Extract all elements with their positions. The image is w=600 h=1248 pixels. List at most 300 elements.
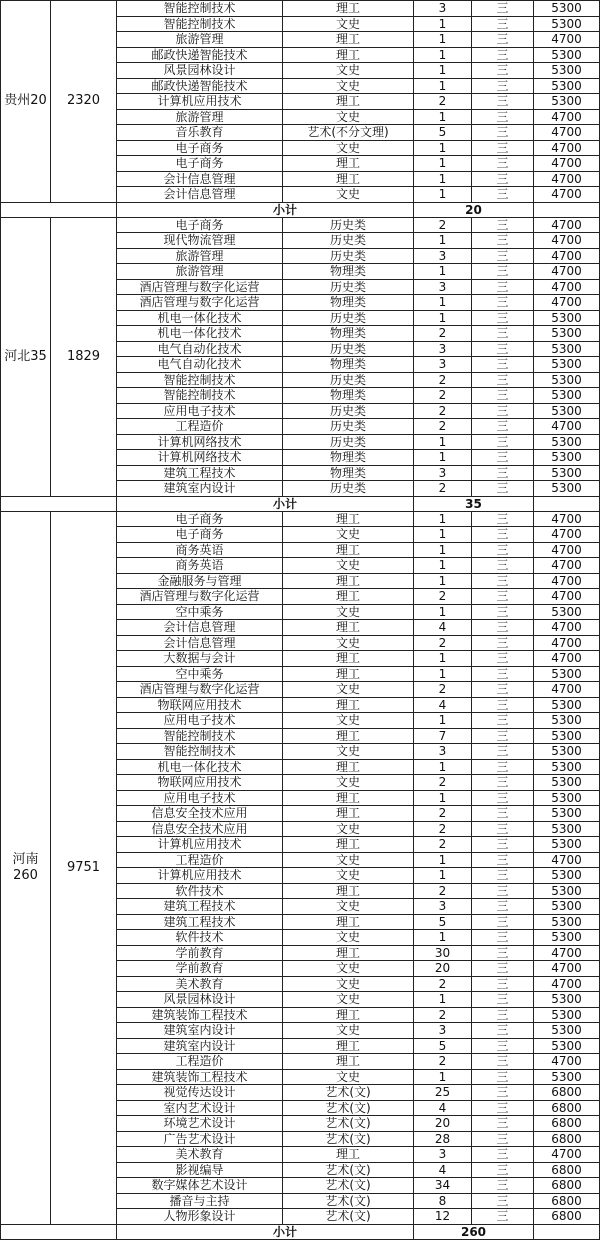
major-cell: 现代物流管理 (117, 233, 283, 249)
tuition-cell: 5300 (534, 666, 600, 682)
category-cell: 物理类 (283, 357, 414, 373)
quota-cell: 1 (414, 78, 472, 94)
category-cell: 历史类 (283, 403, 414, 419)
tuition-cell: 4700 (534, 945, 600, 961)
quota-cell: 1 (414, 930, 472, 946)
quota-cell: 1 (414, 187, 472, 203)
subtotal-label: 小计 (117, 202, 414, 217)
major-cell: 建筑工程技术 (117, 465, 283, 481)
tuition-cell: 6800 (534, 1178, 600, 1194)
category-cell: 理工 (283, 511, 414, 527)
category-cell: 理工 (283, 697, 414, 713)
subtotal-blank (1, 202, 117, 217)
quota-cell: 2 (414, 94, 472, 110)
major-cell: 应用电子技术 (117, 713, 283, 729)
level-cell: 三 (472, 1131, 534, 1147)
major-cell: 机电一体化技术 (117, 310, 283, 326)
quota-cell: 2 (414, 403, 472, 419)
quota-cell: 1 (414, 47, 472, 63)
quota-cell: 3 (414, 357, 472, 373)
category-cell: 历史类 (283, 434, 414, 450)
major-cell: 建筑室内设计 (117, 1023, 283, 1039)
quota-cell: 2 (414, 635, 472, 651)
level-cell: 三 (472, 1162, 534, 1178)
level-cell: 三 (472, 1007, 534, 1023)
major-cell: 会计信息管理 (117, 187, 283, 203)
major-cell: 旅游管理 (117, 248, 283, 264)
level-cell: 三 (472, 450, 534, 466)
tuition-cell: 6800 (534, 1131, 600, 1147)
category-cell: 理工 (283, 1147, 414, 1163)
level-cell: 三 (472, 47, 534, 63)
quota-cell: 2 (414, 388, 472, 404)
level-cell: 三 (472, 697, 534, 713)
province-cell: 河南 260 (1, 511, 51, 1224)
major-cell: 信息安全技术应用 (117, 806, 283, 822)
quota-cell: 2 (414, 481, 472, 497)
major-cell: 金融服务与管理 (117, 573, 283, 589)
tuition-cell: 6800 (534, 1085, 600, 1101)
major-cell: 建筑装饰工程技术 (117, 1007, 283, 1023)
tuition-cell: 4700 (534, 620, 600, 636)
quota-cell: 34 (414, 1178, 472, 1194)
major-cell: 电气自动化技术 (117, 341, 283, 357)
category-cell: 理工 (283, 759, 414, 775)
level-cell: 三 (472, 248, 534, 264)
quota-cell: 1 (414, 666, 472, 682)
quota-cell: 2 (414, 837, 472, 853)
category-cell: 文史 (283, 868, 414, 884)
tuition-cell: 4700 (534, 217, 600, 233)
quota-cell: 2 (414, 883, 472, 899)
quota-cell: 1 (414, 32, 472, 48)
tuition-cell: 4700 (534, 248, 600, 264)
subtotal-row (1, 1224, 600, 1239)
level-cell: 三 (472, 341, 534, 357)
subtotal-blank (1, 496, 117, 511)
tuition-cell: 4700 (534, 125, 600, 141)
category-cell: 文史 (283, 899, 414, 915)
category-cell: 理工 (283, 620, 414, 636)
category-cell: 理工 (283, 728, 414, 744)
count-cell: 2320 (51, 1, 117, 203)
category-cell: 文史 (283, 78, 414, 94)
quota-cell: 1 (414, 558, 472, 574)
level-cell: 三 (472, 542, 534, 558)
tuition-cell: 4700 (534, 156, 600, 172)
quota-cell: 2 (414, 821, 472, 837)
tuition-cell: 4700 (534, 419, 600, 435)
tuition-cell: 5300 (534, 930, 600, 946)
category-cell: 理工 (283, 156, 414, 172)
tuition-cell: 5300 (534, 78, 600, 94)
level-cell: 三 (472, 465, 534, 481)
quota-cell: 2 (414, 372, 472, 388)
level-cell: 三 (472, 852, 534, 868)
quota-cell: 3 (414, 1023, 472, 1039)
major-cell: 空中乘务 (117, 666, 283, 682)
category-cell: 文史 (283, 775, 414, 791)
subtotal-value: 20 (414, 202, 534, 217)
category-cell: 文史 (283, 930, 414, 946)
category-cell: 艺术(文) (283, 1178, 414, 1194)
level-cell: 三 (472, 357, 534, 373)
quota-cell: 4 (414, 1162, 472, 1178)
quota-cell: 1 (414, 992, 472, 1008)
level-cell: 三 (472, 821, 534, 837)
major-cell: 酒店管理与数字化运营 (117, 295, 283, 311)
category-cell: 艺术(文) (283, 1162, 414, 1178)
major-cell: 应用电子技术 (117, 790, 283, 806)
quota-cell: 3 (414, 1, 472, 17)
category-cell: 历史类 (283, 419, 414, 435)
category-cell: 艺术(文) (283, 1193, 414, 1209)
tuition-cell: 5300 (534, 806, 600, 822)
major-cell: 智能控制技术 (117, 16, 283, 32)
level-cell: 三 (472, 403, 534, 419)
major-cell: 电子商务 (117, 217, 283, 233)
category-cell: 文史 (283, 744, 414, 760)
tuition-cell: 4700 (534, 1147, 600, 1163)
level-cell: 三 (472, 527, 534, 543)
level-cell: 三 (472, 94, 534, 110)
tuition-cell: 5300 (534, 326, 600, 342)
level-cell: 三 (472, 759, 534, 775)
category-cell: 艺术(文) (283, 1100, 414, 1116)
tuition-cell: 5300 (534, 357, 600, 373)
quota-cell: 1 (414, 63, 472, 79)
major-cell: 智能控制技术 (117, 744, 283, 760)
quota-cell: 30 (414, 945, 472, 961)
tuition-cell: 4700 (534, 233, 600, 249)
level-cell: 三 (472, 558, 534, 574)
quota-cell: 1 (414, 233, 472, 249)
category-cell: 物理类 (283, 295, 414, 311)
quota-cell: 1 (414, 852, 472, 868)
quota-cell: 1 (414, 604, 472, 620)
level-cell: 三 (472, 63, 534, 79)
quota-cell: 3 (414, 899, 472, 915)
quota-cell: 2 (414, 1007, 472, 1023)
quota-cell: 2 (414, 326, 472, 342)
tuition-cell: 5300 (534, 837, 600, 853)
level-cell: 三 (472, 713, 534, 729)
quota-cell: 1 (414, 450, 472, 466)
tuition-cell: 5300 (534, 403, 600, 419)
tuition-cell: 5300 (534, 883, 600, 899)
tuition-cell: 5300 (534, 744, 600, 760)
major-cell: 计算机应用技术 (117, 837, 283, 853)
level-cell: 三 (472, 806, 534, 822)
level-cell: 三 (472, 109, 534, 125)
major-cell: 音乐教育 (117, 125, 283, 141)
category-cell: 文史 (283, 187, 414, 203)
quota-cell: 1 (414, 651, 472, 667)
quota-cell: 5 (414, 125, 472, 141)
tuition-cell: 5300 (534, 16, 600, 32)
category-cell: 理工 (283, 94, 414, 110)
category-cell: 文史 (283, 16, 414, 32)
quota-cell: 1 (414, 542, 472, 558)
level-cell: 三 (472, 233, 534, 249)
tuition-cell: 4700 (534, 295, 600, 311)
level-cell: 三 (472, 1209, 534, 1225)
category-cell: 理工 (283, 1, 414, 17)
category-cell: 理工 (283, 837, 414, 853)
category-cell: 文史 (283, 961, 414, 977)
major-cell: 商务英语 (117, 558, 283, 574)
tuition-cell: 4700 (534, 542, 600, 558)
quota-cell: 1 (414, 1069, 472, 1085)
quota-cell: 1 (414, 140, 472, 156)
major-cell: 电子商务 (117, 140, 283, 156)
quota-cell: 5 (414, 914, 472, 930)
major-cell: 大数据与会计 (117, 651, 283, 667)
major-cell: 建筑装饰工程技术 (117, 1069, 283, 1085)
category-cell: 理工 (283, 32, 414, 48)
level-cell: 三 (472, 682, 534, 698)
major-cell: 软件技术 (117, 883, 283, 899)
major-cell: 旅游管理 (117, 264, 283, 280)
major-cell: 电子商务 (117, 511, 283, 527)
major-cell: 学前教育 (117, 961, 283, 977)
quota-cell: 2 (414, 217, 472, 233)
major-cell: 建筑工程技术 (117, 914, 283, 930)
level-cell: 三 (472, 635, 534, 651)
count-cell: 9751 (51, 511, 117, 1224)
major-cell: 美术教育 (117, 976, 283, 992)
tuition-cell: 5300 (534, 1023, 600, 1039)
tuition-cell: 5300 (534, 775, 600, 791)
tuition-cell: 4700 (534, 682, 600, 698)
category-cell: 物理类 (283, 450, 414, 466)
major-cell: 建筑室内设计 (117, 481, 283, 497)
tuition-cell: 5300 (534, 310, 600, 326)
level-cell: 三 (472, 156, 534, 172)
level-cell: 三 (472, 651, 534, 667)
level-cell: 三 (472, 140, 534, 156)
level-cell: 三 (472, 1100, 534, 1116)
category-cell: 文史 (283, 635, 414, 651)
quota-cell: 1 (414, 16, 472, 32)
tuition-cell: 4700 (534, 264, 600, 280)
category-cell: 艺术(文) (283, 1131, 414, 1147)
category-cell: 艺术(文) (283, 1116, 414, 1132)
quota-cell: 3 (414, 465, 472, 481)
level-cell: 三 (472, 388, 534, 404)
major-cell: 会计信息管理 (117, 635, 283, 651)
category-cell: 文史 (283, 63, 414, 79)
tuition-cell: 4700 (534, 976, 600, 992)
category-cell: 理工 (283, 542, 414, 558)
category-cell: 文史 (283, 682, 414, 698)
level-cell: 三 (472, 187, 534, 203)
tuition-cell: 5300 (534, 604, 600, 620)
count-cell: 1829 (51, 217, 117, 496)
subtotal-blank (534, 1224, 600, 1239)
quota-cell: 2 (414, 1054, 472, 1070)
major-cell: 计算机网络技术 (117, 434, 283, 450)
category-cell: 历史类 (283, 233, 414, 249)
level-cell: 三 (472, 326, 534, 342)
level-cell: 三 (472, 434, 534, 450)
level-cell: 三 (472, 604, 534, 620)
level-cell: 三 (472, 372, 534, 388)
category-cell: 文史 (283, 852, 414, 868)
category-cell: 理工 (283, 806, 414, 822)
tuition-cell: 5300 (534, 868, 600, 884)
level-cell: 三 (472, 589, 534, 605)
tuition-cell: 4700 (534, 651, 600, 667)
tuition-cell: 5300 (534, 481, 600, 497)
subtotal-value: 260 (414, 1224, 534, 1239)
quota-cell: 1 (414, 310, 472, 326)
major-cell: 智能控制技术 (117, 372, 283, 388)
level-cell: 三 (472, 481, 534, 497)
major-cell: 酒店管理与数字化运营 (117, 682, 283, 698)
level-cell: 三 (472, 945, 534, 961)
level-cell: 三 (472, 32, 534, 48)
tuition-cell: 4700 (534, 279, 600, 295)
quota-cell: 5 (414, 1038, 472, 1054)
level-cell: 三 (472, 837, 534, 853)
subtotal-row (1, 202, 600, 217)
category-cell: 历史类 (283, 310, 414, 326)
quota-cell: 1 (414, 264, 472, 280)
category-cell: 理工 (283, 945, 414, 961)
major-cell: 机电一体化技术 (117, 759, 283, 775)
subtotal-blank (1, 1224, 117, 1239)
category-cell: 理工 (283, 171, 414, 187)
category-cell: 理工 (283, 1007, 414, 1023)
major-cell: 学前教育 (117, 945, 283, 961)
category-cell: 历史类 (283, 217, 414, 233)
level-cell: 三 (472, 279, 534, 295)
tuition-cell: 4700 (534, 852, 600, 868)
category-cell: 物理类 (283, 388, 414, 404)
major-cell: 会计信息管理 (117, 620, 283, 636)
category-cell: 理工 (283, 1038, 414, 1054)
level-cell: 三 (472, 511, 534, 527)
major-cell: 智能控制技术 (117, 728, 283, 744)
tuition-cell: 5300 (534, 790, 600, 806)
category-cell: 理工 (283, 589, 414, 605)
category-cell: 艺术(文) (283, 1085, 414, 1101)
level-cell: 三 (472, 16, 534, 32)
major-cell: 人物形象设计 (117, 1209, 283, 1225)
tuition-cell: 5300 (534, 1069, 600, 1085)
tuition-cell: 5300 (534, 450, 600, 466)
major-cell: 邮政快递智能技术 (117, 78, 283, 94)
category-cell: 文史 (283, 992, 414, 1008)
major-cell: 建筑室内设计 (117, 1038, 283, 1054)
major-cell: 计算机应用技术 (117, 868, 283, 884)
major-cell: 电子商务 (117, 156, 283, 172)
table-body (1, 1, 600, 1240)
tuition-cell: 5300 (534, 63, 600, 79)
quota-cell: 2 (414, 976, 472, 992)
tuition-cell: 5300 (534, 372, 600, 388)
level-cell: 三 (472, 171, 534, 187)
quota-cell: 1 (414, 527, 472, 543)
major-cell: 智能控制技术 (117, 1, 283, 17)
major-cell: 风景园林设计 (117, 992, 283, 1008)
table-row (1, 511, 600, 527)
tuition-cell: 4700 (534, 527, 600, 543)
level-cell: 三 (472, 744, 534, 760)
category-cell: 文史 (283, 1023, 414, 1039)
quota-cell: 2 (414, 419, 472, 435)
tuition-cell: 6800 (534, 1100, 600, 1116)
major-cell: 电子商务 (117, 527, 283, 543)
quota-cell: 4 (414, 697, 472, 713)
tuition-cell: 4700 (534, 635, 600, 651)
province-cell: 河北35 (1, 217, 51, 496)
quota-cell: 25 (414, 1085, 472, 1101)
quota-cell: 12 (414, 1209, 472, 1225)
category-cell: 文史 (283, 109, 414, 125)
level-cell: 三 (472, 419, 534, 435)
level-cell: 三 (472, 1, 534, 17)
quota-cell: 2 (414, 775, 472, 791)
level-cell: 三 (472, 914, 534, 930)
tuition-cell: 5300 (534, 388, 600, 404)
level-cell: 三 (472, 1038, 534, 1054)
table-row (1, 217, 600, 233)
category-cell: 文史 (283, 527, 414, 543)
quota-cell: 2 (414, 589, 472, 605)
tuition-cell: 4700 (534, 511, 600, 527)
major-cell: 智能控制技术 (117, 388, 283, 404)
subtotal-row (1, 496, 600, 511)
major-cell: 旅游管理 (117, 32, 283, 48)
major-cell: 机电一体化技术 (117, 326, 283, 342)
province-cell: 贵州20 (1, 1, 51, 203)
quota-cell: 20 (414, 961, 472, 977)
category-cell: 物理类 (283, 465, 414, 481)
category-cell: 文史 (283, 140, 414, 156)
category-cell: 文史 (283, 821, 414, 837)
tuition-cell: 5300 (534, 1, 600, 17)
major-cell: 影视编导 (117, 1162, 283, 1178)
major-cell: 工程造价 (117, 419, 283, 435)
tuition-cell: 5300 (534, 914, 600, 930)
major-cell: 物联网应用技术 (117, 697, 283, 713)
major-cell: 播音与主持 (117, 1193, 283, 1209)
major-cell: 邮政快递智能技术 (117, 47, 283, 63)
level-cell: 三 (472, 976, 534, 992)
tuition-cell: 4700 (534, 1054, 600, 1070)
tuition-cell: 5300 (534, 1038, 600, 1054)
level-cell: 三 (472, 775, 534, 791)
quota-cell: 8 (414, 1193, 472, 1209)
level-cell: 三 (472, 899, 534, 915)
level-cell: 三 (472, 868, 534, 884)
quota-cell: 3 (414, 744, 472, 760)
level-cell: 三 (472, 620, 534, 636)
tuition-cell: 6800 (534, 1209, 600, 1225)
level-cell: 三 (472, 666, 534, 682)
major-cell: 工程造价 (117, 852, 283, 868)
quota-cell: 3 (414, 1147, 472, 1163)
major-cell: 风景园林设计 (117, 63, 283, 79)
tuition-cell: 5300 (534, 1007, 600, 1023)
category-cell: 理工 (283, 883, 414, 899)
quota-cell: 2 (414, 682, 472, 698)
tuition-cell: 5300 (534, 713, 600, 729)
quota-cell: 4 (414, 620, 472, 636)
major-cell: 室内艺术设计 (117, 1100, 283, 1116)
